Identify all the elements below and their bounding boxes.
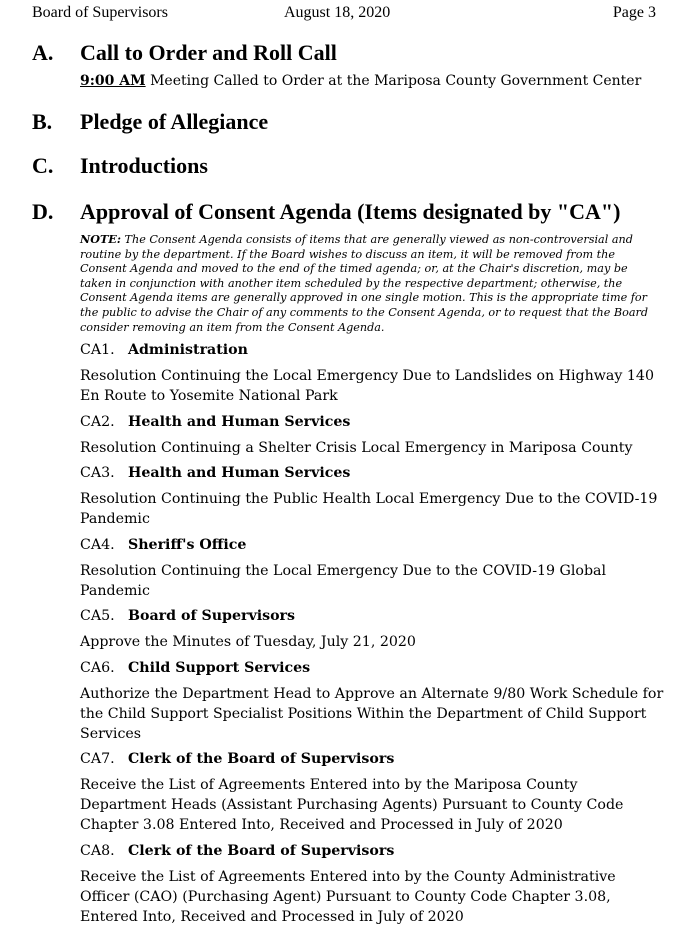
item-number: CA3. bbox=[80, 465, 115, 481]
section-title: Pledge of Allegiance bbox=[80, 109, 269, 134]
item-number: CA8. bbox=[80, 843, 115, 859]
agenda-item-description: Receive the List of Agreements Entered into by the Mariposa County Department Heads (Assistant Purchasing Agents) Pursuant to County Code Chapter 3.08 Entered Into, Received and Processed in July of 2020 bbox=[80, 777, 624, 833]
item-department: Health and Human Services bbox=[128, 414, 351, 430]
page-header bbox=[32, 4, 656, 24]
agenda-item-description: Resolution Continuing a Shelter Crisis Local Emergency in Mariposa County bbox=[80, 440, 633, 456]
item-number: CA6. bbox=[80, 660, 115, 676]
call-to-order-text: Meeting Called to Order at the Mariposa County Government Center bbox=[145, 73, 642, 89]
agenda-item-heading bbox=[80, 751, 394, 767]
agenda-item-description: Approve the Minutes of Tuesday, July 21, 2020 bbox=[80, 634, 416, 650]
agenda-item-heading bbox=[80, 342, 248, 358]
section-title: Introductions bbox=[80, 153, 208, 178]
item-number: CA4. bbox=[80, 537, 115, 553]
item-number: CA1. bbox=[80, 342, 115, 358]
agenda-item-description: Authorize the Department Head to Approve an Alternate 9/80 Work Schedule for the Child Support Specialist Positions Within the Department of Child Support Services bbox=[80, 686, 664, 742]
consent-agenda-note bbox=[80, 232, 660, 335]
agenda-item-description: Receive the List of Agreements Entered into by the County Administrative Officer (CAO) (Purchasing Agent) Pursuant to County Code Chapter 3.08, Entered Into, Received and Processed in July of 2020 bbox=[80, 869, 616, 925]
agenda-item-description: Resolution Continuing the Public Health Local Emergency Due to the COVID-19 Pandemic bbox=[80, 491, 658, 527]
agenda-item-heading bbox=[80, 465, 350, 481]
item-department: Health and Human Services bbox=[128, 465, 351, 481]
item-department: Board of Supervisors bbox=[128, 608, 296, 624]
item-department: Administration bbox=[128, 342, 248, 358]
section-c-heading bbox=[32, 153, 208, 179]
agenda-item-heading bbox=[80, 843, 394, 859]
section-a-heading bbox=[32, 40, 337, 66]
agenda-item-heading bbox=[80, 414, 350, 430]
agenda-item-description: Resolution Continuing the Local Emergency Due to the COVID-19 Global Pandemic bbox=[80, 563, 607, 599]
agenda-item-heading bbox=[80, 660, 310, 676]
section-title: Call to Order and Roll Call bbox=[80, 40, 337, 65]
header-page-number: Page 3 bbox=[612, 4, 656, 21]
section-letter: A. bbox=[32, 40, 54, 65]
header-date: August 18, 2020 bbox=[284, 4, 391, 21]
item-number: CA5. bbox=[80, 608, 115, 624]
item-number: CA2. bbox=[80, 414, 115, 430]
section-letter: C. bbox=[32, 153, 54, 178]
section-letter: D. bbox=[32, 199, 54, 224]
agenda-item-heading bbox=[80, 537, 246, 553]
note-text: The Consent Agenda consists of items that are generally viewed as non-controversial and routine by the department. If the Board wishes to discuss an item, it will be removed from the Consent Agenda and moved to the end of the timed agenda; or, at the Chair's discretion, may be taken in conjunction with another item scheduled by the respective department; otherwise, the Consent Agenda items are generally approved in one single motion. This is the appropriate time for the public to advise the Chair of any comments to the Consent Agenda, or to request that the Board consider removing an item from the Consent Agenda. bbox=[80, 233, 649, 334]
section-d-heading bbox=[32, 199, 620, 225]
item-department: Sheriff's Office bbox=[128, 537, 247, 553]
item-number: CA7. bbox=[80, 751, 115, 767]
call-to-order-line bbox=[80, 73, 641, 89]
agenda-item-heading bbox=[80, 608, 295, 624]
meeting-time: 9:00 AM bbox=[80, 73, 146, 89]
note-label: NOTE: bbox=[80, 232, 121, 246]
item-department: Clerk of the Board of Supervisors bbox=[128, 751, 395, 767]
item-department: Clerk of the Board of Supervisors bbox=[128, 843, 395, 859]
section-title: Approval of Consent Agenda (Items designated by "CA") bbox=[80, 199, 621, 224]
section-letter: B. bbox=[32, 109, 53, 134]
header-board-name: Board of Supervisors bbox=[32, 4, 168, 21]
item-department: Child Support Services bbox=[128, 660, 311, 676]
agenda-item-description: Resolution Continuing the Local Emergency Due to Landslides on Highway 140 En Route to Yosemite National Park bbox=[80, 368, 654, 404]
section-b-heading bbox=[32, 109, 268, 135]
